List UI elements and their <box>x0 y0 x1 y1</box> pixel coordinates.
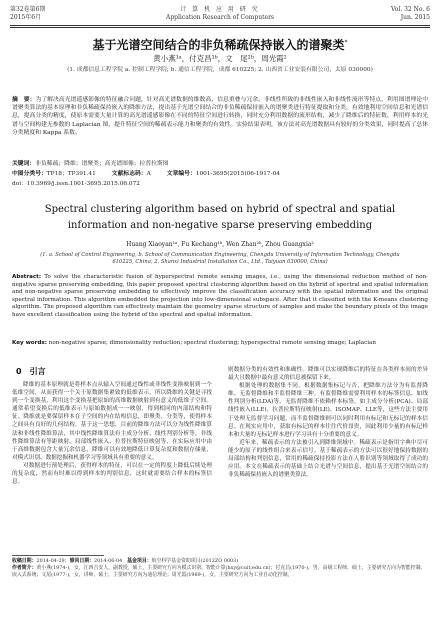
keywords-cn-label: 关键词： <box>12 161 36 167</box>
header-rule-thin <box>10 27 430 28</box>
journal-name-cn: 计 算 机 应 用 研 究 <box>180 6 260 13</box>
article-value: 1001-3695(2015)06-1917-04 <box>195 171 280 177</box>
footnote-rule <box>12 555 104 556</box>
revised-date: 2014-06-04 <box>94 558 123 564</box>
abstract-en-text: To solve the characteristic fusion of hyperspectral remote sensing images, i.e., using the dimensional reduction method of non-negative sparse preserving embedding, this paper proposed spectral clustering algorithm based on the hybrid of spectral and spatial information and non-negative sparse preserving embedding to effectively improve the classification accuracy with the spatial information and the original spectral information. This algorithm embedded the projection into low-dimensional subspace. After that it classified with the K-means clustering algorithm. The proposed algorithm can effectively maintain the geometry sparse structure of samples and make the boundary pixels of the image have excellent classification using the hybrid of the spectral and spatial information. <box>12 274 428 318</box>
body-paragraph: 降维的基本原理就是将样本点从输入空间通过线性或非线性变换映射到一个低维空间，从而获得一个关于原数据集紧致的低维表示。所以降维的关键是寻找到一个变换基，利用这个变换基把原始的高维数据映射到有意义的低维子空间。通常希望变换后的低维表示与原始数据成一一映射，得到相同的内部结构和特征。降维就是要保留样本在子空间的内在结构信息，即聚类、分类等，使得样本之间具有良好的几何结构。基于这一思想，目前的降维方法可以分为线性降维算法和非线性降维算法，其中线性降维算法有主成分分析、线性判别分析等，非线性降维算法有等距映射、局部线性嵌入、拉普拉斯特征映射等，在实际应用中由于高维数据包含大量冗余信息，降维可以有效地降低计算复杂度和数据存储量，对模式识别、数据挖掘和机器学习等领域具有重要的意义。 <box>12 382 212 461</box>
volume-cn: 第32卷第6期 <box>10 6 46 13</box>
body-column-left <box>12 366 212 486</box>
article-label: 文章编号： <box>166 171 196 177</box>
abstract-en <box>12 274 428 320</box>
footnote-bio <box>12 565 428 579</box>
body-paragraph: 近年来，稀疏表示的方法被引入到降维领域中。稀疏表示是指用字典中尽可能少的原子的线性组合来表示信号。基于稀疏表示的方法可以很好地保持数据的局部结构和判别信息，常用的稀疏保持投影方法在人脸识别等领域取得了成功的应用。本文在稀疏表示的基础上结合光谱与空间信息，提出基于光谱空间结合的非负稀疏保持嵌入的谱聚类算法。 <box>228 439 428 479</box>
header-right <box>391 6 430 22</box>
clc-value: TP18；TP391.41 <box>46 171 96 177</box>
title-cn-text: 基于光谱空间结合的非负稀疏保持嵌入的谱聚类 <box>92 38 345 52</box>
body-paragraph: 根据处理的数据集不同，根据数据集标记与否，把降维方法分为有监督降维、无监督降维和半监督降维三种。有监督降维需要利用样本的标签信息，如线性判别分析(LDA)等。无监督降维不依赖样本标签，如主成分分析(PCA)、局部线性嵌入(LLE)、拉普拉斯特征映射(LE)、ISOMAP、LLE等，这些方法主要用于处理无监督学习问题，而半监督降维则可以同时利用有标记和无标记的样本信息。在现实应用中，获取有标记的样本往往代价昂贵，因此利用少量的有标记样本和大量的无标记样本进行学习具有十分重要的意义。 <box>228 383 428 438</box>
volume-en: Vol. 32 No. 6 <box>390 6 430 13</box>
doc-code <box>112 171 151 177</box>
abstract-cn <box>12 96 428 137</box>
authors-en: Huang Xiaoyan¹ᵃ, Fu Kechang¹ᵇ, Wen Zhan²ᵇ, Zhou Guangxia² <box>126 241 314 248</box>
fund-text: 航空科学基金资助项目(2012ZO 0003) <box>151 558 239 564</box>
header-rule <box>10 25 430 26</box>
classification-line <box>12 170 428 178</box>
footnote-dates <box>12 558 428 565</box>
article-number <box>167 171 280 177</box>
received-date: 2014-04-29； <box>36 558 70 564</box>
authors-cn: 黄小燕¹ᵃ，付克昌¹ᵇ，文 尾²ᵇ，周光霞² <box>153 54 287 63</box>
fund-label: 基金项目： <box>127 558 152 564</box>
body-column-right <box>228 366 428 479</box>
header-center <box>10 6 430 22</box>
doi-line[interactable]: doi：10.3969/j.issn.1001-3695.2015.06.072 <box>12 181 140 187</box>
date-en: Jun. 2015 <box>400 14 430 21</box>
keywords-en-label: Key words: <box>12 340 47 346</box>
title-footnote-mark: * <box>344 39 348 46</box>
keywords-en-text: non-negative sparse; dimensionality reduction; spectral clustering; hyperspectral remote sensing image; Laplacian <box>48 340 376 346</box>
doc-value: A <box>146 171 151 177</box>
affiliation-cn: (1. 成都信息工程学院 a. 控制工程学院; b. 通信工程学院，成都 610225; 2. 山西省工业安装有限公司，太原 030000) <box>67 67 373 73</box>
paper-title-en: Spectral clustering algorithm based on hybrid of spectral and spatial information and non-negative sparse preserving embedding <box>44 204 396 231</box>
abstract-cn-text: 为了解决高光谱遥感影像的特征融合问题，针对高光谱数据的维数高、信息重叠与冗余、非线性所致的非线性嵌入和非线性流形等特点，利用图谱理论中谱聚类算法的基本原理和非负稀疏保持嵌入的降维方法，提出基于光谱空间结合的非负稀疏保持嵌入的谱聚类进行特征提取和分类，有效地利用空间信息和光谱信息，提高分类的精度，使原本需要大量计算的高光谱遥感影像在不同的特征空间进行转换，同时充分利用数据的流形结构，减少了降维后的特征数，利用样本的光谱与空间构建无参数的 Laplacian 图，提升特征空间的稀疏表示能力和聚类的有效性。实验结果表明，该方法对高光谱数据具有较好的分类效果，同时提高了总体分类精度和 Kappa 系数。 <box>12 97 428 136</box>
bio-text: 黄小燕(1974-)，女，江西吉安人，副教授，硕士，主要研究方向为模式识别、智能计算(hxy@cuit.edu.cn)；付克昌(1970-)，男，高级工程师，硕士，主要研究方向为智能控制、嵌入式系统；文尾(1977-)，女，讲师，硕士，主要研究方向为通信理论；周光霞(1989-)，女，主要研究方向为工业自动化控制。 <box>12 565 426 578</box>
body-paragraph: 则数据分类的有效性和准确性。降维可以实现降维后的特征在各类样本间的差异最大且数据中最有意义的信息被保留下来。 <box>228 367 428 382</box>
paper-title-cn <box>12 35 428 53</box>
clc-code <box>12 171 96 177</box>
keywords-en <box>12 340 428 348</box>
keywords-cn <box>12 160 428 168</box>
affiliation-en: (1. a. School of Control Engineering, b. School of Communication Engineering, Chengdu University of Information Technology, Chengdu 610225, China; 2. Shanxi Industrial Installation Co., Ltd., Taiyuan 030000, China) <box>40 252 400 266</box>
section-heading-intro: 0 引言 <box>16 367 46 376</box>
date-cn: 2015年6月 <box>10 14 42 21</box>
received-label: 收稿日期： <box>12 558 37 564</box>
bio-label: 作者简介： <box>12 565 37 571</box>
abstract-en-label: Abstract: <box>12 274 42 280</box>
doc-label: 文献标志码： <box>111 171 147 177</box>
body-paragraph: 对数据进行预处理后，获得样本的特征，可以在一定的程度上降低后续处理的复杂度，然而有时难以得到样本的判别信息，这时就需要结合样本的标签信息。 <box>12 462 212 486</box>
clc-label: 中图分类号： <box>12 171 47 177</box>
keywords-cn-text: 非负稀疏；降维；谱聚类；高光谱图像；拉普拉斯图 <box>35 161 169 167</box>
revised-label: 修回日期： <box>69 558 95 564</box>
journal-name-en: Application Research of Computers <box>165 14 275 21</box>
abstract-cn-label: 摘 要： <box>12 97 36 103</box>
footnote-block <box>12 558 428 579</box>
